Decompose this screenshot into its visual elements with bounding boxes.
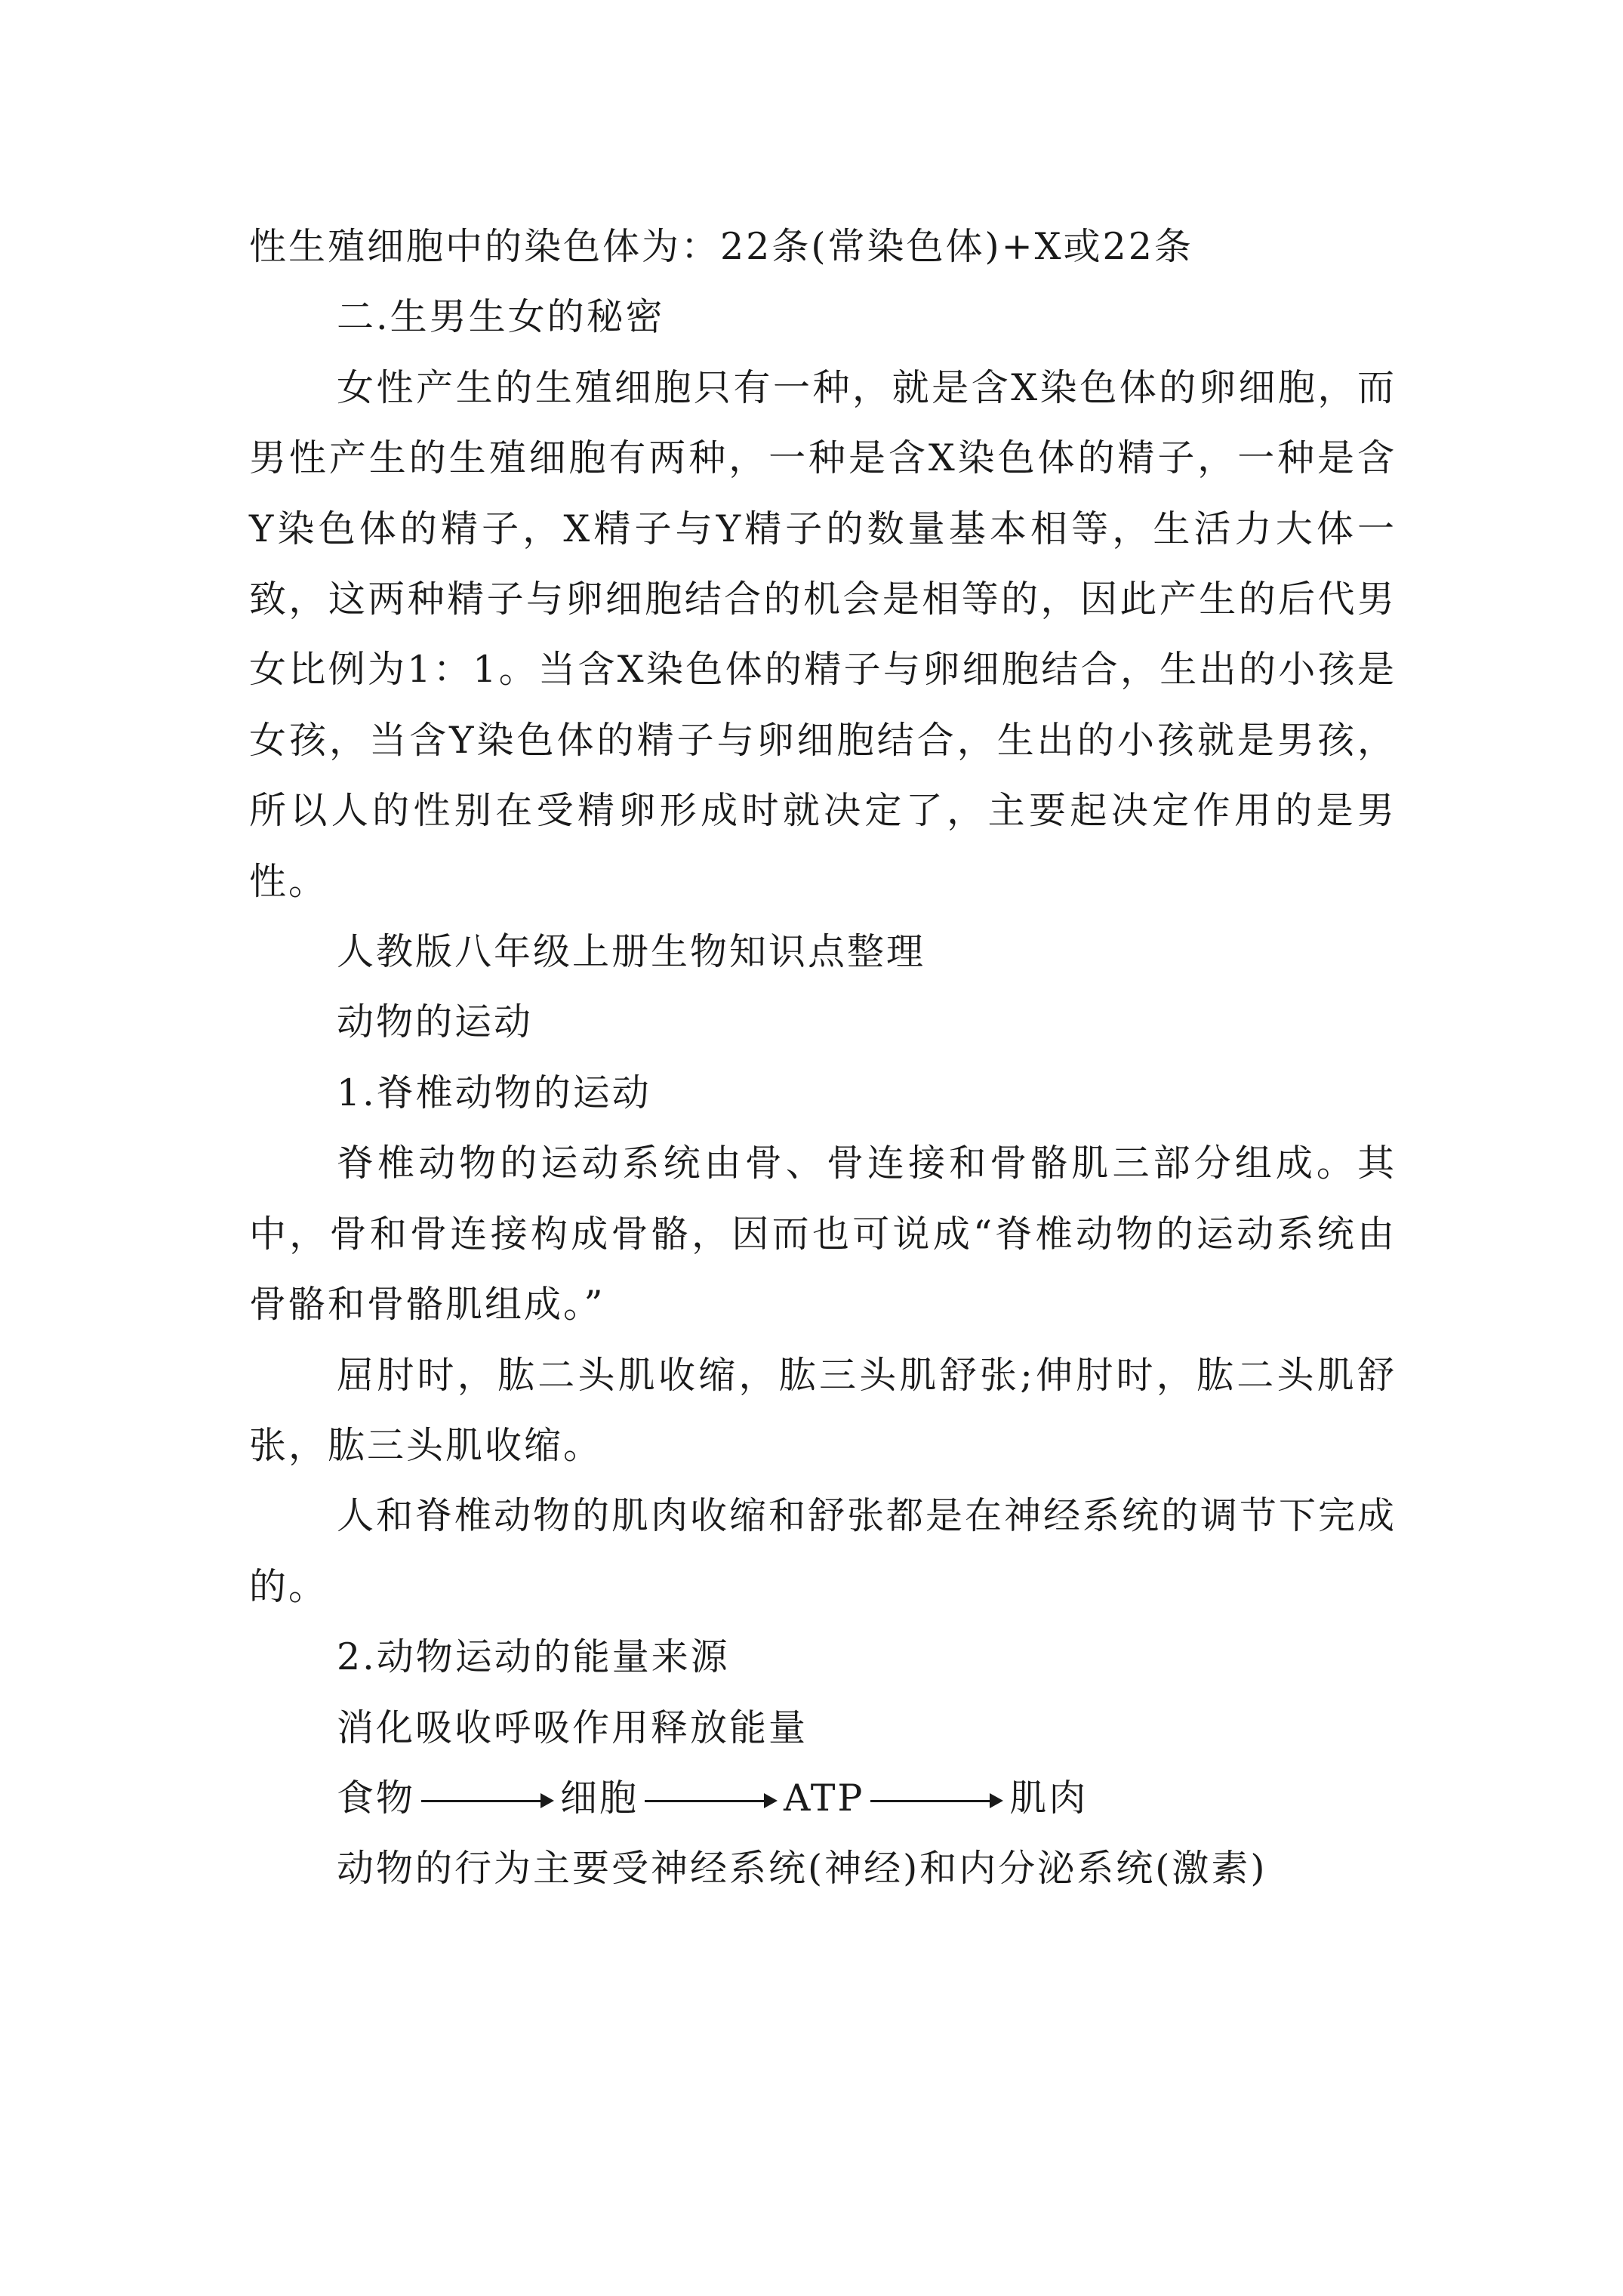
right-arrow-icon [645, 1786, 778, 1816]
energy-flow-diagram [249, 1763, 1397, 1833]
section-heading-vertebrate-movement: 1.脊椎动物的运动 [337, 1071, 651, 1114]
paragraph-behavior-control: 动物的行为主要受神经系统(神经)和内分泌系统(激素) [337, 1847, 1267, 1891]
flow-step-atp: ATP [784, 1776, 865, 1820]
flow-step-food: 食物 [337, 1776, 416, 1820]
paragraph-motor-system: 脊椎动物的运动系统由骨、骨连接和骨骼肌三部分组成。其中，骨和骨连接构成骨骼，因而也可说成“脊椎动物的运动系统由骨骼和骨骼肌组成。” [249, 1142, 1397, 1327]
paragraph-1: 性生殖细胞中的染色体为：22条(常染色体)+X或22条 [249, 225, 1193, 268]
right-arrow-icon [870, 1786, 1003, 1816]
document-body [249, 211, 1397, 1904]
paragraph-energy-process: 消化吸收呼吸作用释放能量 [337, 1706, 808, 1749]
section-heading-energy-source: 2.动物运动的能量来源 [337, 1635, 730, 1679]
flow-step-cell: 细胞 [560, 1776, 639, 1820]
flow-step-muscle: 肌肉 [1009, 1776, 1089, 1820]
right-arrow-icon [421, 1786, 554, 1816]
paragraph-nervous-control: 人和脊椎动物的肌肉收缩和舒张都是在神经系统的调节下完成的。 [249, 1494, 1397, 1608]
document-title: 人教版八年级上册生物知识点整理 [337, 930, 926, 974]
paragraph-sex-determination: 女性产生的生殖细胞只有一种，就是含X染色体的卵细胞，而男性产生的生殖细胞有两种，一种是含X染色体的精子，一种是含Y染色体的精子，X精子与Y精子的数量基本相等，生活力大体一致，这两种精子与卵细胞结合的机会是相等的，因此产生的后代男女比例为1：1。当含X染色体的精子与卵细胞结合，生出的小孩是女孩，当含Y染色体的精子与卵细胞结合，生出的小孩就是男孩，所以人的性别在受精卵形成时就决定了，主要起决定作用的是男性。 [249, 365, 1397, 903]
chapter-heading-animal-movement: 动物的运动 [337, 1000, 534, 1044]
section-heading-sex-determination: 二.生男生女的秘密 [337, 295, 665, 339]
paragraph-elbow-flexion: 屈肘时，肱二头肌收缩，肱三头肌舒张;伸肘时，肱二头肌舒张，肱三头肌收缩。 [249, 1353, 1397, 1467]
